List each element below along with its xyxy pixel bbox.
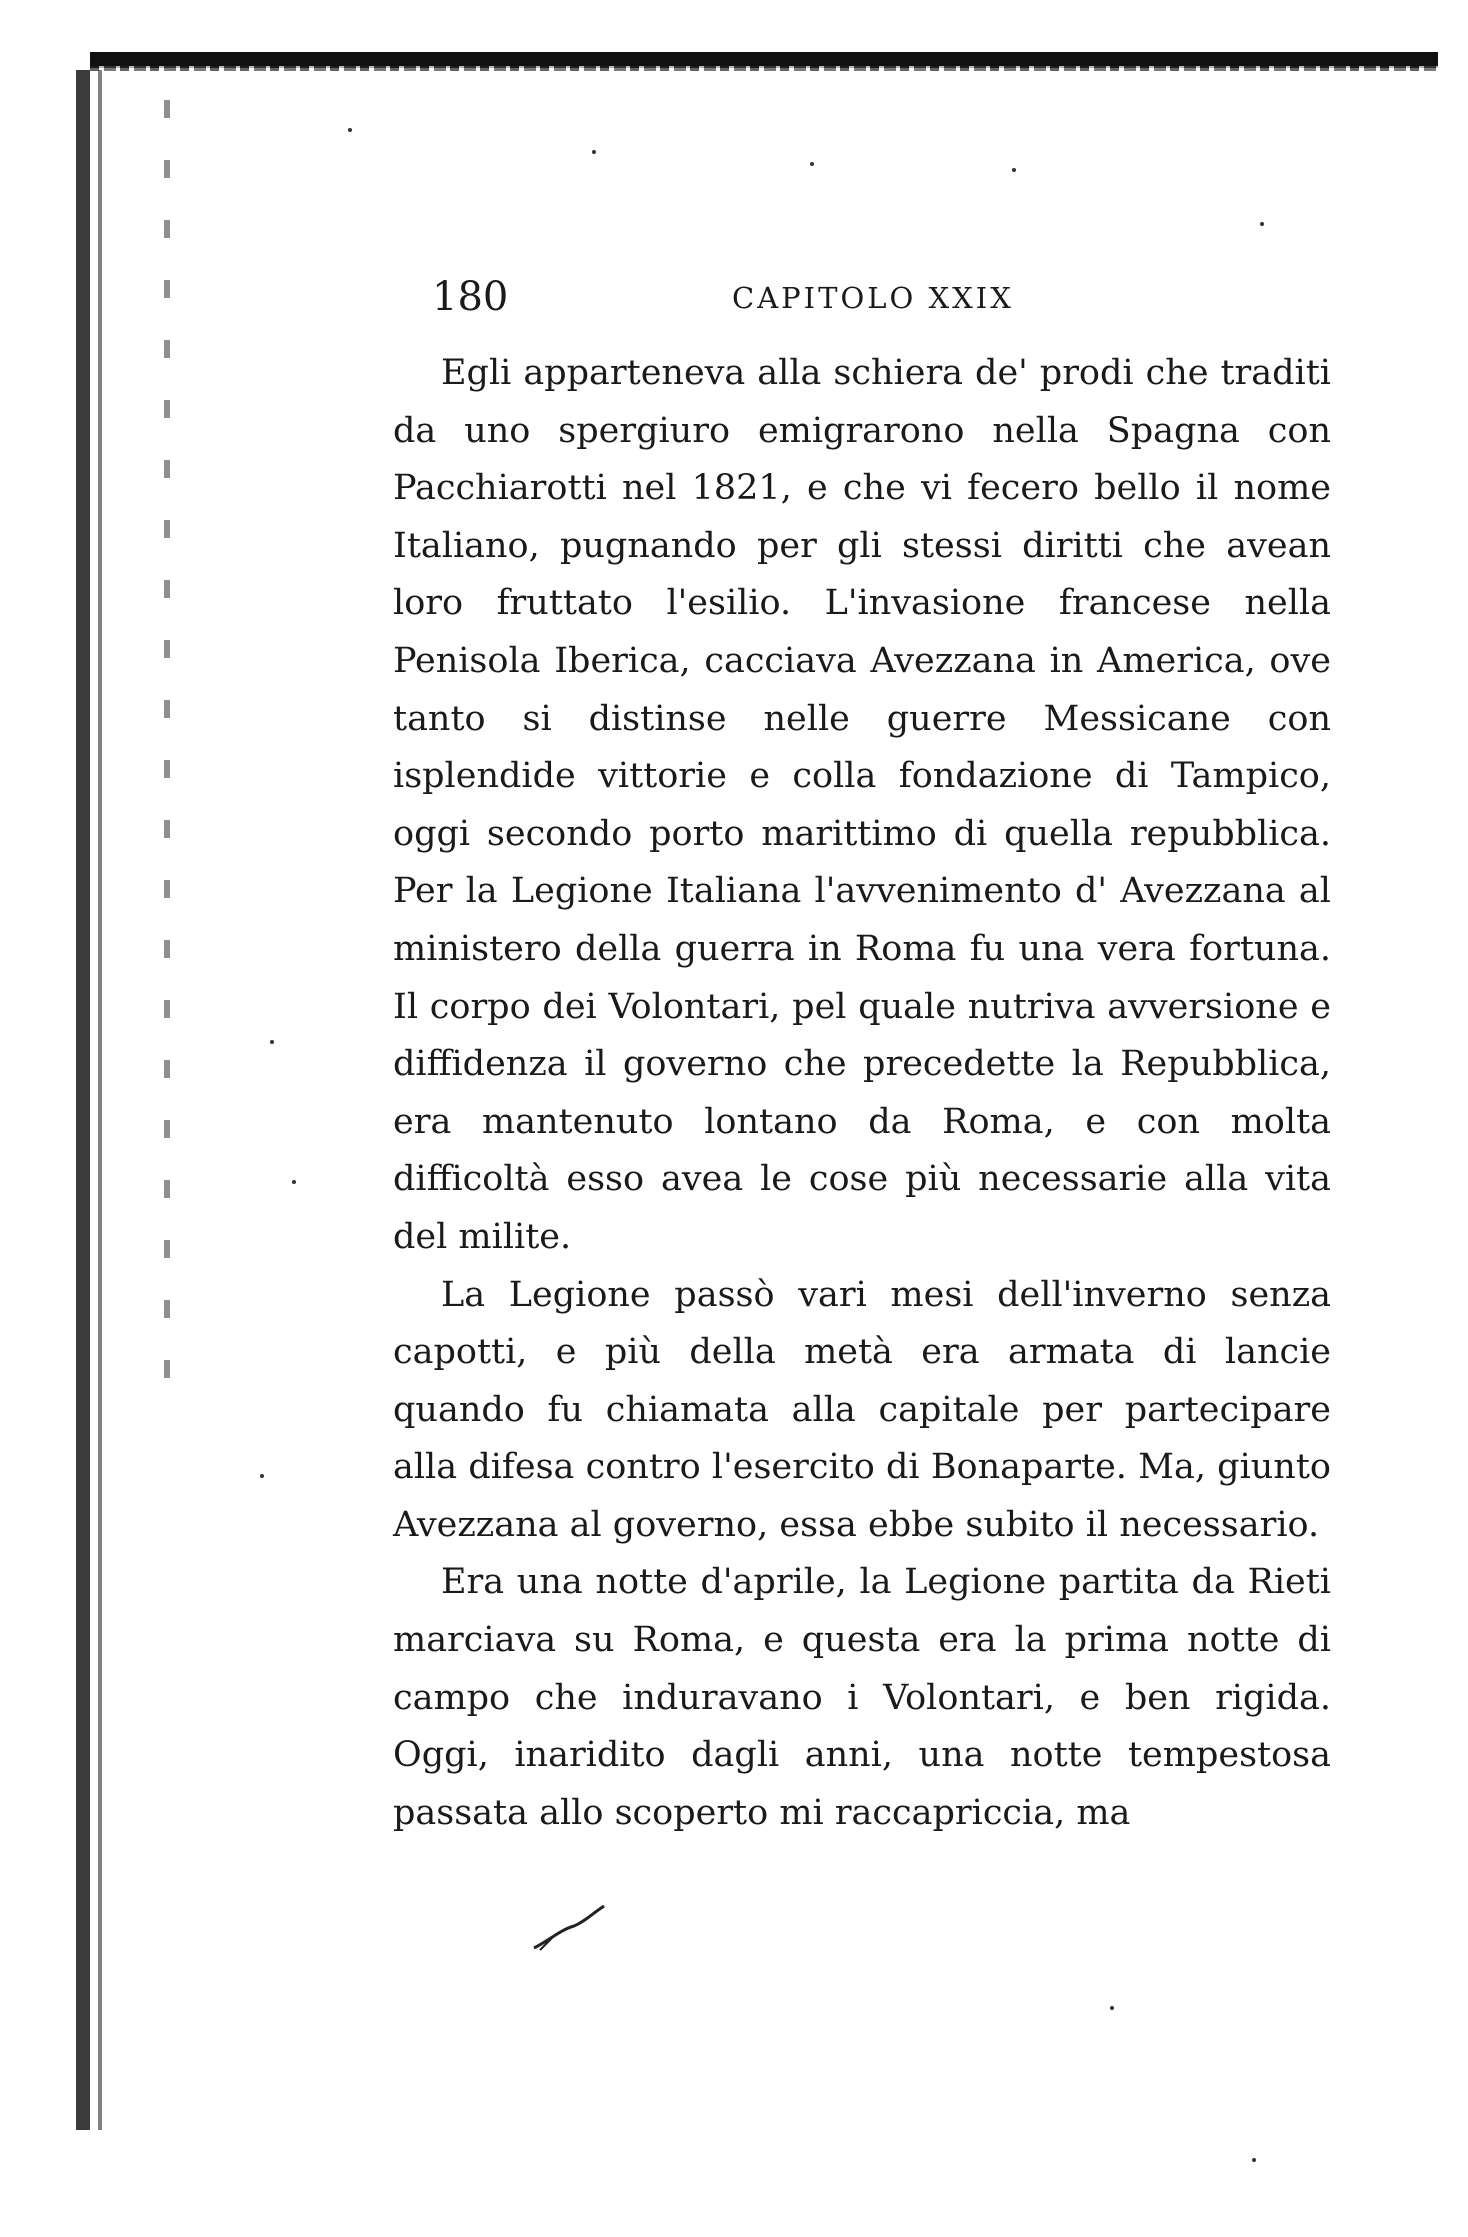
binding-shadow xyxy=(40,70,120,2130)
speck xyxy=(1012,168,1016,172)
top-rule xyxy=(90,52,1438,68)
speck xyxy=(260,1474,264,1478)
speck xyxy=(348,128,352,132)
speck xyxy=(1110,2006,1114,2010)
speck xyxy=(270,1040,274,1044)
pen-scribble xyxy=(530,1900,610,1960)
paragraph-2: La Legione passò vari mesi dell'inverno senza capotti, e più della metà era armata di lancie quando fu chiamata alla capitale per partecipare alla difesa contro l'esercito di Bonaparte. Ma, giunto Avezzana al governo, essa ebbe subito il necessario. xyxy=(393,1274,1331,1545)
speck xyxy=(1252,2158,1256,2162)
page-number: 180 xyxy=(432,274,509,320)
running-title: CAPITOLO XXIX xyxy=(732,281,1014,315)
binding-marks xyxy=(164,100,170,1400)
speck xyxy=(292,1180,296,1184)
paragraph-1: Egli apparteneva alla schiera de' prodi che traditi da uno spergiuro emigrarono nella Spagna con Pacchiarotti nel 1821, e che vi fecero bello il nome Italiano, pugnando per gli stessi diritti che avean loro fruttato l'esilio. L'invasione francese nella Penisola Iberica, cacciava Avezzana in America, ove tanto si distinse nelle guerre Messicane con isplendide vittorie e colla fondazione di Tampico, oggi secondo porto marittimo di quella repubblica. Per la Legione Italiana l'avvenimento d' Avezzana al ministero della guerra in Roma fu una vera fortuna. Il corpo dei Volontari, pel quale nutriva avversione e diffidenza il governo che precedette la Repubblica, era mantenuto lontano da Roma, e con molta difficoltà esso avea le cose più necessarie alla vita del milite. xyxy=(393,353,1331,1257)
speck xyxy=(810,162,814,166)
speck xyxy=(592,150,596,154)
body-text xyxy=(393,345,1331,1842)
speck xyxy=(1260,222,1264,226)
paragraph-3: Era una notte d'aprile, la Legione partita da Rieti marciava su Roma, e questa era la prima notte di campo che induravano i Volontari, e ben rigida. Oggi, inaridito dagli anni, una notte tempestosa passata allo scoperto mi raccapriccia, ma xyxy=(393,1562,1331,1833)
page-header xyxy=(432,272,1332,322)
